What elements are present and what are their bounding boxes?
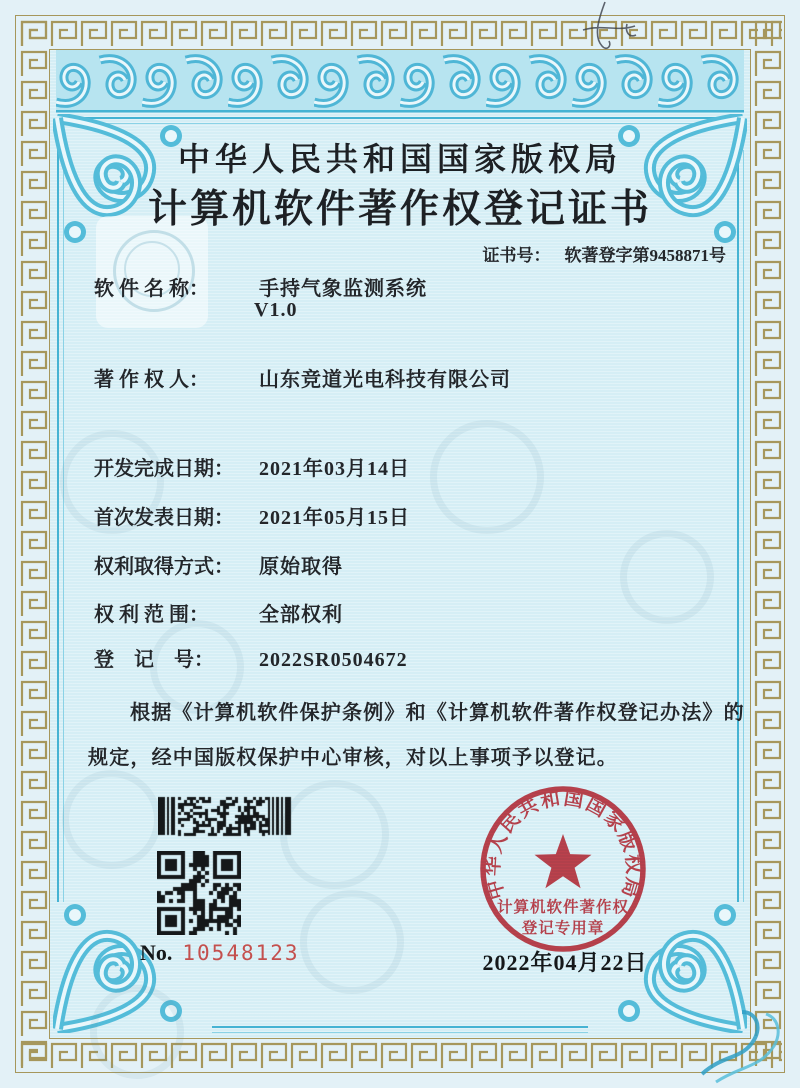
field-value: 山东竞道光电科技有限公司 bbox=[259, 369, 511, 391]
ghost-watermark-icon bbox=[300, 890, 404, 994]
field-row-software-name bbox=[94, 272, 427, 301]
field-row-rights-acquisition bbox=[94, 550, 343, 579]
blue-line-bottom bbox=[212, 1026, 588, 1033]
serial-number-line bbox=[140, 940, 300, 966]
field-row-copyright-owner bbox=[94, 363, 511, 392]
field-value: 2021年03月14日 bbox=[259, 458, 410, 480]
field-label: 首次发表日期： bbox=[94, 507, 234, 529]
certificate-number-label: 证书号： bbox=[482, 246, 551, 265]
issue-date: 2022年04月22日 bbox=[482, 950, 648, 975]
blue-line-right bbox=[737, 150, 744, 902]
serial-label: No. bbox=[140, 940, 173, 965]
certificate-number-line bbox=[483, 241, 727, 266]
certificate-title: 计算机软件著作权登记证书 bbox=[147, 188, 652, 231]
field-label: 权利取得方式： bbox=[94, 556, 234, 578]
field-label: 软 件 名 称： bbox=[94, 278, 209, 300]
blue-line-left bbox=[57, 150, 64, 902]
statement-line-1: 根据《计算机软件保护条例》和《计算机软件著作权登记办法》的 bbox=[130, 702, 745, 724]
qr-code bbox=[157, 851, 241, 935]
field-label: 开发完成日期： bbox=[94, 458, 234, 480]
field-value: 2022SR0504672 bbox=[259, 649, 408, 671]
field-row-rights-scope bbox=[94, 598, 343, 627]
official-red-seal bbox=[458, 764, 668, 974]
seal-star-icon bbox=[535, 834, 592, 888]
meander-border-top bbox=[18, 18, 782, 48]
pdf417-barcode bbox=[158, 793, 298, 839]
wave-ornament-icon bbox=[698, 1002, 796, 1084]
field-row-dev-complete-date bbox=[94, 452, 410, 481]
authority-title: 中华人民共和国国家版权局 bbox=[177, 141, 622, 177]
field-row-registration-number bbox=[94, 643, 408, 672]
field-value: 原始取得 bbox=[259, 556, 343, 578]
seal-text-line2: 登记专用章 bbox=[521, 920, 605, 937]
field-value: 手持气象监测系统 bbox=[259, 278, 427, 300]
statement-line-2: 规定，经中国版权保护中心审核，对以上事项予以登记。 bbox=[88, 747, 618, 769]
field-label: 登 记 号： bbox=[94, 649, 214, 671]
ghost-watermark-icon bbox=[430, 420, 544, 534]
field-label: 著 作 权 人： bbox=[94, 369, 209, 391]
ghost-watermark-icon bbox=[620, 530, 714, 624]
ghost-watermark-icon bbox=[90, 985, 184, 1079]
ghost-watermark-icon bbox=[62, 770, 161, 869]
seal-ring-text: 中华人民共和国国家版权局 bbox=[482, 788, 644, 902]
field-value: 2021年05月15日 bbox=[259, 507, 410, 529]
certificate-number-value: 软著登字第9458871号 bbox=[564, 246, 726, 265]
field-row-first-publish-date bbox=[94, 501, 410, 530]
serial-number: 10548123 bbox=[182, 941, 300, 965]
pen-scribble-mark bbox=[575, 0, 665, 60]
field-value-version: V1.0 bbox=[254, 299, 298, 321]
seal-text-line1: 计算机软件著作权 bbox=[496, 899, 630, 916]
field-label: 权 利 范 围： bbox=[94, 604, 209, 626]
field-value: 全部权利 bbox=[259, 604, 343, 626]
